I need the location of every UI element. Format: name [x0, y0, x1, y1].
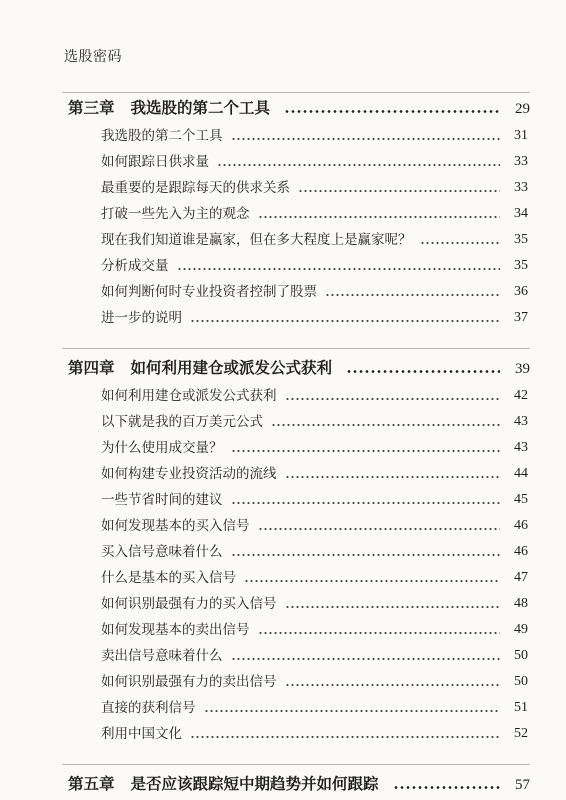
chapter-page: 57: [515, 777, 530, 793]
entry-page: 33: [514, 154, 528, 169]
dot-leader: [231, 138, 501, 140]
entry-title: 我选股的第二个工具: [101, 128, 223, 144]
dot-leader: [231, 450, 501, 452]
entry-page: 43: [514, 440, 528, 455]
chapter-title: 是否应该跟踪短中期趋势并如何跟踪: [130, 775, 379, 793]
entry-page: 52: [514, 726, 528, 741]
entry-title: 以下就是我的百万美元公式: [101, 414, 263, 430]
divider: [62, 764, 530, 765]
toc-chapter: [68, 96, 530, 118]
entry-page: 46: [514, 518, 528, 533]
chapter-page: 29: [515, 101, 530, 117]
dot-leader: [258, 632, 501, 634]
entry-title: 什么是基本的买入信号: [101, 570, 236, 586]
dot-leader: [285, 476, 501, 478]
dot-leader: [325, 294, 500, 296]
dot-leader: [258, 528, 501, 530]
entry-title: 利用中国文化: [101, 726, 182, 742]
toc-entry: [101, 150, 528, 170]
toc-entry: [101, 462, 528, 482]
toc-entry: [101, 306, 528, 326]
dot-leader: [190, 320, 500, 322]
entry-page: 31: [514, 128, 528, 143]
chapter-title: 我选股的第二个工具: [130, 99, 271, 117]
entry-page: 37: [514, 310, 528, 325]
entry-page: 50: [514, 648, 528, 663]
toc-entry: [101, 566, 528, 586]
entry-title: 进一步的说明: [101, 310, 182, 326]
toc-entry: [101, 436, 528, 456]
dot-leader: [190, 736, 500, 738]
dot-leader: [420, 242, 501, 244]
chapter-number: 第四章: [68, 359, 115, 377]
dot-leader: [244, 580, 500, 582]
entry-page: 35: [514, 258, 528, 273]
dot-leader: [231, 658, 501, 660]
entry-page: 36: [514, 284, 528, 299]
entry-page: 49: [514, 622, 528, 637]
entry-title: 如何识别最强有力的买入信号: [101, 596, 277, 612]
entry-title: 直接的获利信号: [101, 700, 196, 716]
toc-entry: [101, 124, 528, 144]
toc-entry: [101, 488, 528, 508]
entry-title: 如何利用建仓或派发公式获利: [101, 388, 277, 404]
chapter-number: 第三章: [68, 99, 115, 117]
toc-entry: [101, 202, 528, 222]
entry-title: 打破一些先入为主的观念: [101, 206, 250, 222]
toc-chapter: [68, 772, 530, 794]
dot-leader: [258, 216, 501, 218]
entry-page: 50: [514, 674, 528, 689]
dot-leader: [204, 710, 501, 712]
toc-entry: [101, 696, 528, 716]
entry-title: 如何判断何时专业投资者控制了股票: [101, 284, 317, 300]
toc-entry: [101, 176, 528, 196]
toc-entry: [101, 592, 528, 612]
dot-leader: [346, 370, 500, 373]
dot-leader: [177, 268, 501, 270]
entry-title: 分析成交量: [101, 258, 169, 274]
entry-page: 35: [514, 232, 528, 247]
entry-page: 42: [514, 388, 528, 403]
toc-entry: [101, 228, 528, 248]
entry-title: 最重要的是跟踪每天的供求关系: [101, 180, 290, 196]
toc-entry: [101, 410, 528, 430]
entry-page: 51: [514, 700, 528, 715]
entry-page: 43: [514, 414, 528, 429]
entry-title: 如何发现基本的买入信号: [101, 518, 250, 534]
entry-title: 为什么使用成交量？: [101, 440, 223, 456]
entry-page: 46: [514, 544, 528, 559]
toc-entry: [101, 540, 528, 560]
divider: [62, 92, 530, 93]
toc-entry: [101, 670, 528, 690]
entry-title: 现在我们知道谁是赢家，但在多大程度上是赢家呢？: [101, 232, 412, 248]
dot-leader: [285, 398, 501, 400]
entry-title: 卖出信号意味着什么: [101, 648, 223, 664]
entry-page: 47: [514, 570, 528, 585]
dot-leader: [284, 110, 500, 113]
dot-leader: [298, 190, 500, 192]
dot-leader: [285, 684, 501, 686]
chapter-title: 如何利用建仓或派发公式获利: [130, 359, 333, 377]
entry-page: 48: [514, 596, 528, 611]
entry-title: 一些节省时间的建议: [101, 492, 223, 508]
dot-leader: [231, 554, 501, 556]
entry-page: 45: [514, 492, 528, 507]
toc-chapter: [68, 356, 530, 378]
dot-leader: [217, 164, 500, 166]
toc-entry: [101, 514, 528, 534]
dot-leader: [231, 502, 501, 504]
dot-leader: [393, 786, 500, 789]
entry-page: 34: [514, 206, 528, 221]
entry-page: 44: [514, 466, 528, 481]
entry-page: 33: [514, 180, 528, 195]
toc-entry: [101, 644, 528, 664]
chapter-number: 第五章: [68, 775, 115, 793]
toc-entry: [101, 722, 528, 742]
entry-title: 如何识别最强有力的卖出信号: [101, 674, 277, 690]
dot-leader: [285, 606, 501, 608]
entry-title: 如何跟踪日供求量: [101, 154, 209, 170]
chapter-page: 39: [515, 361, 530, 377]
divider: [62, 348, 530, 349]
entry-title: 买入信号意味着什么: [101, 544, 223, 560]
toc-entry: [101, 280, 528, 300]
toc-entry: [101, 254, 528, 274]
entry-title: 如何构建专业投资活动的流线: [101, 466, 277, 482]
toc-entry: [101, 618, 528, 638]
dot-leader: [271, 424, 500, 426]
running-head: 选股密码: [64, 49, 122, 65]
toc-entry: [101, 384, 528, 404]
entry-title: 如何发现基本的卖出信号: [101, 622, 250, 638]
